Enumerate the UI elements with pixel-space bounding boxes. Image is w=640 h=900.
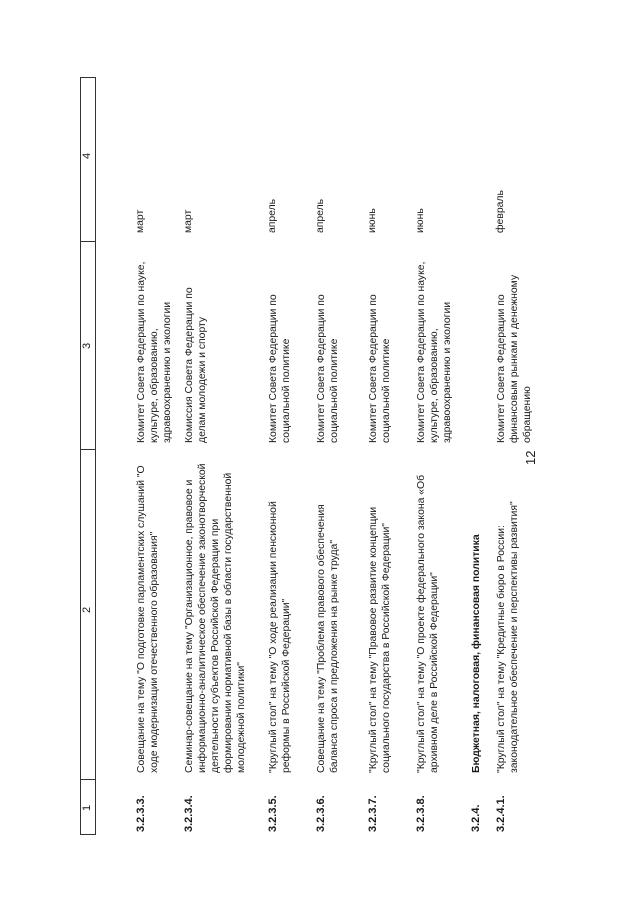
- row-text: Семинар-совещание на тему "Организационное, правовое и информационно-аналитическое обеспечение законотворческой деятельности субъектов Российской Федерации при формировании нормативной базы в области государственной молодежной политики": [184, 463, 247, 773]
- header-divider-2: [80, 779, 96, 780]
- row-month: март: [135, 209, 146, 233]
- section-code: 3.2.4.: [470, 804, 482, 832]
- page-number: 12: [523, 450, 538, 465]
- row-code: 3.2.4.1.: [495, 795, 507, 832]
- row-text: "Круглый стол" на тему "Кредитные бюро в России: законодательное обеспечение и перспективы развития": [496, 501, 520, 773]
- row-month: февраль: [495, 190, 506, 233]
- row-responsible: Комитет Совета Федерации по социальной политике: [268, 294, 292, 443]
- row-code: 3.2.3.4.: [183, 795, 195, 832]
- row-text: Совещание на тему "О подготовке парламентских слушаний "О ходе модернизации отечественного образования": [136, 465, 160, 773]
- row-responsible: Комитет Совета Федерации по науке, культуре, образованию, здравоохранению и экологии: [136, 261, 173, 443]
- row-responsible: Комитет Совета Федерации по социальной политике: [316, 294, 340, 443]
- row-responsible: Комитет Совета Федерации по социальной политике: [368, 294, 392, 443]
- row-responsible: Комитет Совета Федерации по финансовым рынкам и денежному обращению: [496, 274, 533, 443]
- row-code: 3.2.3.7.: [367, 795, 379, 832]
- row-month: март: [183, 209, 194, 233]
- header-bottom-rule: [95, 77, 96, 835]
- row-responsible: Комитет Совета Федерации по науке, культуре, образованию, здравоохранению и экологии: [416, 261, 453, 443]
- section-title: Бюджетная, налоговая, финансовая политика: [471, 534, 482, 773]
- row-text: Совещание на тему "Проблема правового обеспечения баланса спроса и предложения на рынке труда": [316, 504, 340, 773]
- column-number-3: 3: [81, 342, 93, 349]
- row-month: апрель: [315, 198, 326, 233]
- row-responsible: Комиссия Совета Федерации по делам молодежи и спорту: [184, 287, 208, 443]
- row-month: июнь: [367, 208, 378, 233]
- header-divider-4: [80, 241, 96, 242]
- header-top-rule: [80, 77, 81, 835]
- row-code: 3.2.3.5.: [267, 795, 279, 832]
- column-number-2: 2: [81, 606, 93, 613]
- row-code: 3.2.3.6.: [315, 795, 327, 832]
- row-month: июнь: [415, 208, 426, 233]
- column-number-4: 4: [81, 152, 93, 159]
- column-number-1: 1: [81, 804, 93, 811]
- row-month: апрель: [267, 198, 278, 233]
- row-code: 3.2.3.8.: [415, 795, 427, 832]
- header-divider-1: [80, 834, 96, 835]
- row-code: 3.2.3.3.: [135, 795, 147, 832]
- row-text: "Круглый стол" на тему "О проекте федерального закона «Об архивном деле в Российской Федерации": [416, 474, 440, 773]
- row-text: "Круглый стол" на тему "О ходе реализации пенсионной реформы в Российской Федерации": [268, 501, 292, 773]
- row-text: "Круглый стол" на тему "Правовое развитие концепции социального государства в Российской Федерации": [368, 506, 392, 773]
- header-divider-3: [80, 449, 96, 450]
- rotated-table: [75, 75, 575, 835]
- header-divider-5: [80, 77, 96, 78]
